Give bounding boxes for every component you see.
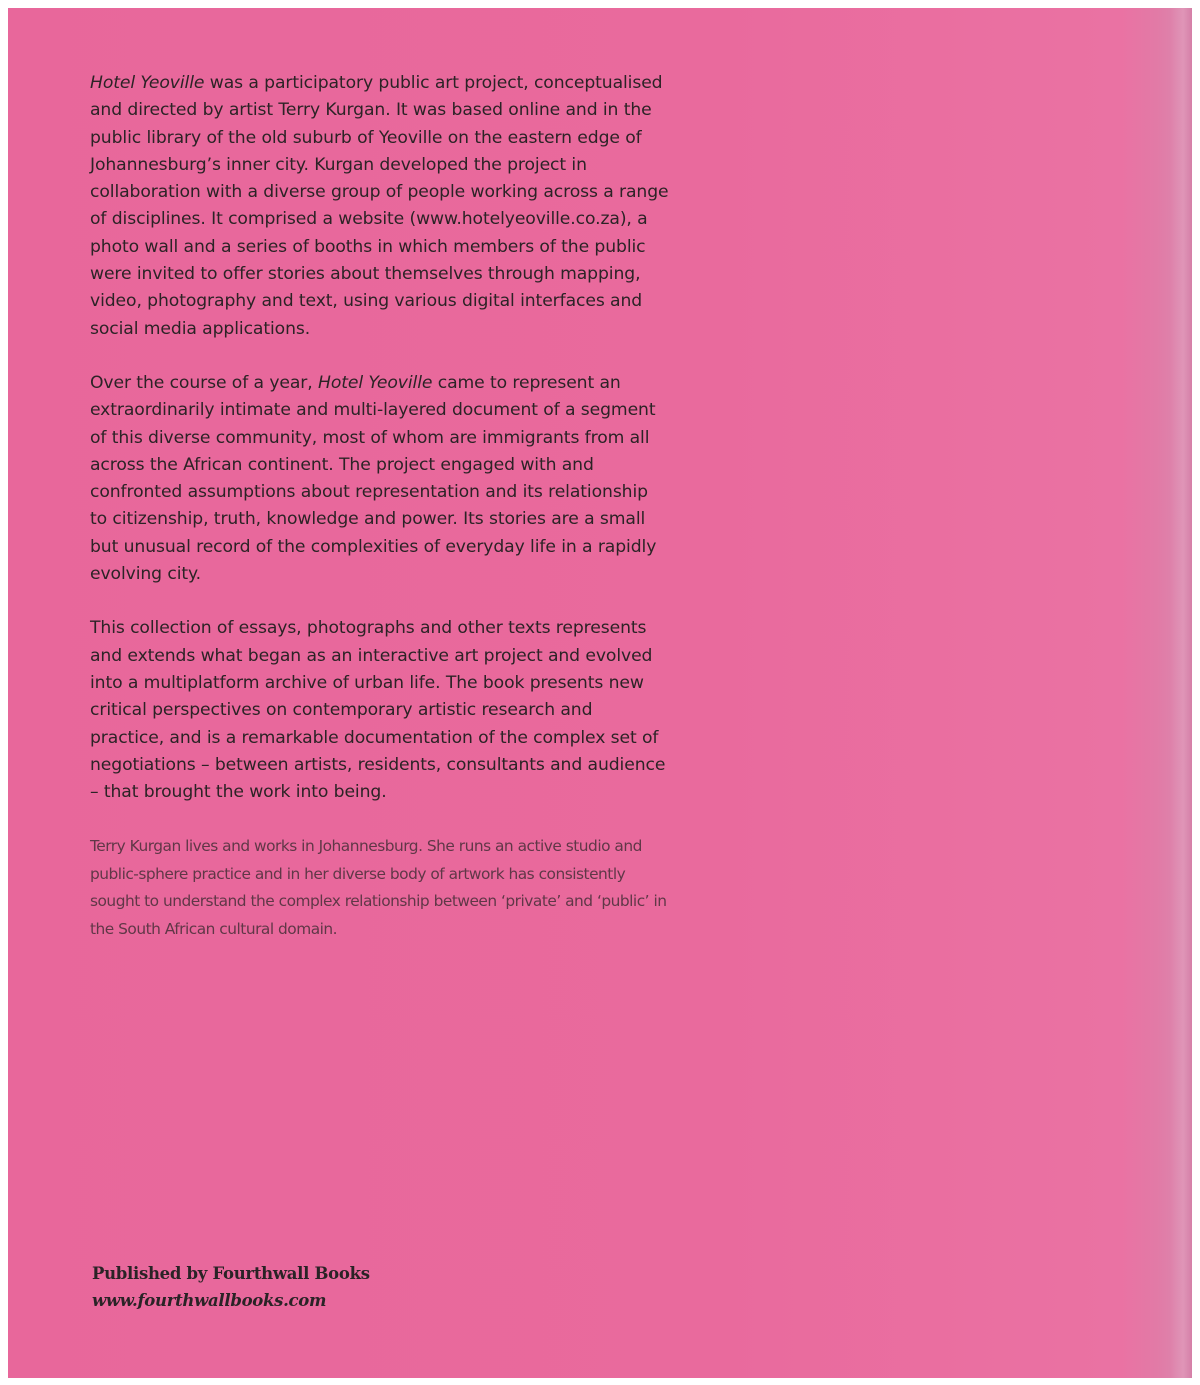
blurb-column xyxy=(90,70,670,943)
blurb-paragraph-1 xyxy=(90,70,670,343)
publisher-url[interactable]: www.fourthwallbooks.com xyxy=(92,1291,327,1310)
publisher-name: Published by Fourthwall Books xyxy=(92,1264,370,1283)
book-title-italic: Hotel Yeoville xyxy=(90,73,205,93)
back-cover xyxy=(8,8,1192,1378)
publisher-block xyxy=(92,1260,370,1314)
cover-edge xyxy=(1170,8,1192,1378)
blurb-paragraph-2-body: came to represent an extraordinarily intimate and multi-layered document of a segment of this diverse community, most of whom are immigrants from all across the African continent. The project engaged with and confronted assumptions about representation and its relationship to citizenship, truth, knowledge and power. Its stories are a small but unusual record of the complexities of everyday life in a rapidly evolving city. xyxy=(90,372,657,585)
blurb-paragraph-3: This collection of essays, photographs and other texts represents and extends what began as an interactive art project and evolved into a multiplatform archive of urban life. The book presents new critical perspectives on contemporary artistic research and practice, and is a remarkable documentation of the complex set of negotiations – between artists, residents, consultants and audience – that brought the work into being. xyxy=(90,618,666,803)
author-bio: Terry Kurgan lives and works in Johannesburg. She runs an active studio and public-sphere practice and in her diverse body of artwork has consistently sought to understand the complex relationship between ‘private’ and ‘public’ in the South African cultural domain. xyxy=(90,837,667,938)
blurb-paragraph-1-body: was a participatory public art project, conceptualised and directed by artist Terry Kurgan. It was based online and in the public library of the old suburb of Yeoville on the eastern edge of Johannesburg’s inner city. Kurgan developed the project in collaboration with a diverse group of people working across a range of disciplines. It comprised a website (www.hotelyeoville.co.za), a photo wall and a series of booths in which members of the public were invited to offer stories about themselves through mapping, video, photography and text, using various digital interfaces and social media applications. xyxy=(90,73,669,339)
book-title-italic: Hotel Yeoville xyxy=(318,372,433,393)
blurb-paragraph-2-lead: Over the course of a year, xyxy=(90,372,318,393)
blurb-paragraph-2 xyxy=(90,370,670,588)
